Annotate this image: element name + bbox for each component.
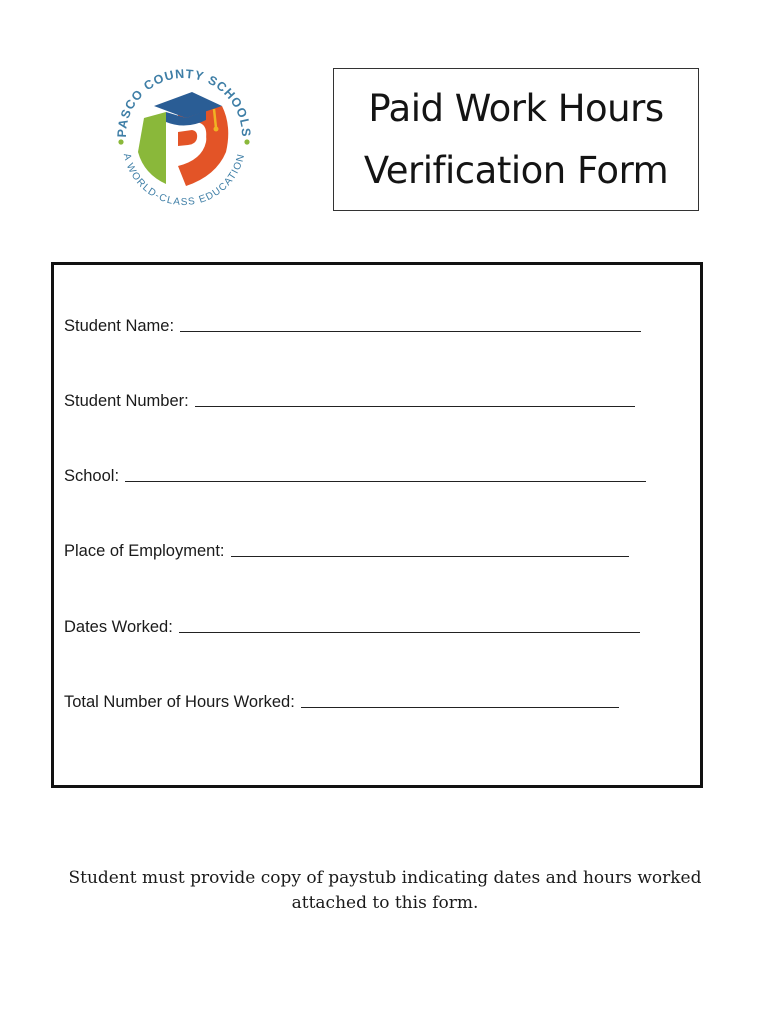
logo-green-shape bbox=[138, 112, 166, 184]
student-name-field[interactable] bbox=[64, 312, 641, 336]
dates-worked-line[interactable] bbox=[179, 632, 640, 633]
pasco-county-schools-seal bbox=[104, 56, 264, 216]
logo-dot-left bbox=[118, 139, 123, 144]
dates-worked-label: Dates Worked: bbox=[64, 618, 173, 636]
total-hours-worked-label: Total Number of Hours Worked: bbox=[64, 693, 295, 711]
total-hours-worked-field[interactable] bbox=[64, 688, 619, 712]
logo-bottom-text: A WORLD-CLASS EDUCATION bbox=[120, 152, 248, 209]
student-number-label: Student Number: bbox=[64, 392, 189, 410]
place-of-employment-line[interactable] bbox=[231, 556, 629, 557]
logo-dot-right bbox=[244, 139, 249, 144]
form-title-line-2: Verification Form bbox=[363, 148, 669, 192]
place-of-employment-field[interactable] bbox=[64, 537, 629, 561]
form-fields-box bbox=[51, 262, 703, 788]
school-district-logo bbox=[104, 56, 264, 216]
dates-worked-field[interactable] bbox=[64, 613, 640, 637]
total-hours-worked-line[interactable] bbox=[301, 707, 619, 708]
student-number-field[interactable] bbox=[64, 387, 635, 411]
school-label: School: bbox=[64, 467, 120, 485]
logo-top-text: PASCO COUNTY SCHOOLS bbox=[114, 66, 254, 138]
student-name-label: Student Name: bbox=[64, 317, 175, 335]
form-title-line-1: Paid Work Hours bbox=[368, 86, 664, 130]
student-number-line[interactable] bbox=[195, 406, 635, 407]
school-line[interactable] bbox=[125, 481, 646, 482]
paystub-instruction-note: Student must provide copy of paystub indicating dates and hours worked attached to this form. bbox=[68, 868, 702, 913]
school-field[interactable] bbox=[64, 462, 646, 486]
form-title-box bbox=[333, 68, 699, 211]
place-of-employment-label: Place of Employment: bbox=[64, 542, 225, 560]
student-name-line[interactable] bbox=[180, 331, 641, 332]
